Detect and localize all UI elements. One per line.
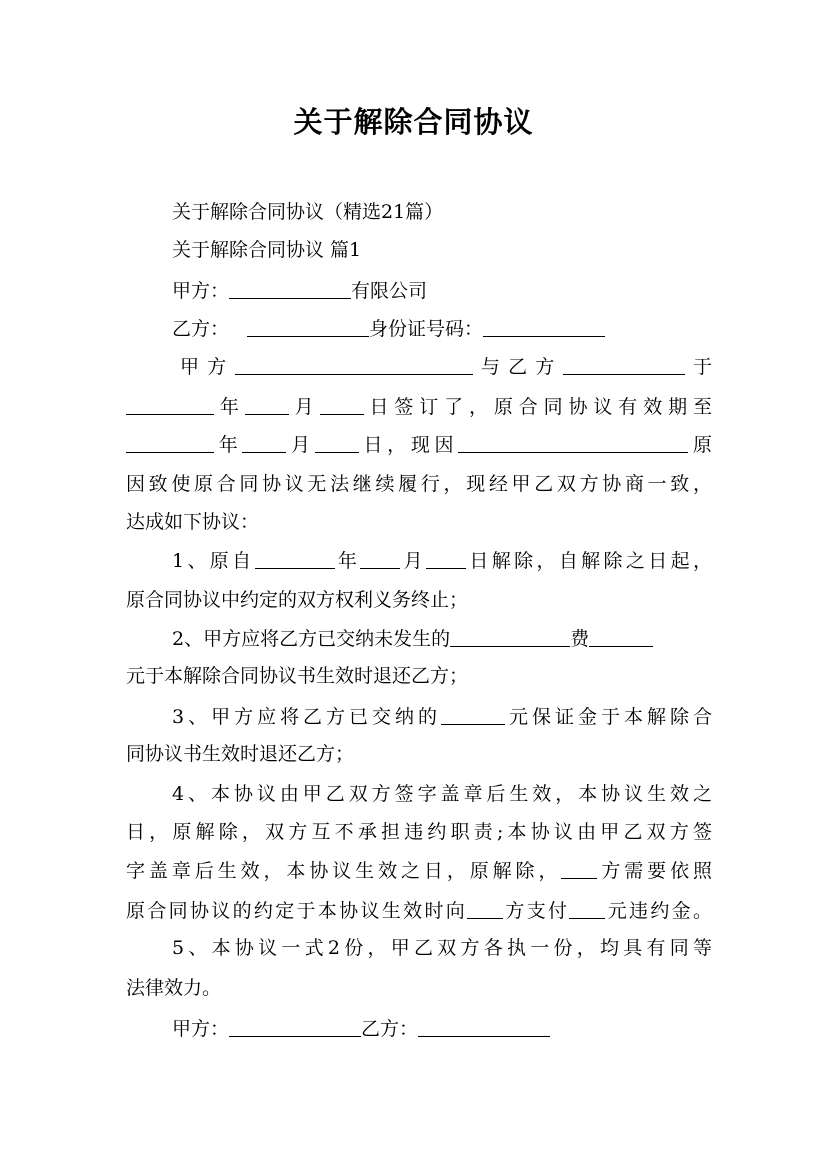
expiry-reason-label: 日，现因 xyxy=(358,434,459,456)
clause-1-year-blank[interactable] xyxy=(255,548,335,569)
clause-1-year-label: 年 xyxy=(334,550,361,572)
intro-line-4: 因致使原合同协议无法继续履行，现经甲乙双方协商一致， xyxy=(126,473,712,495)
expiry-year-blank[interactable] xyxy=(126,432,214,453)
clause-1-month-label: 月 xyxy=(400,550,427,572)
clause-2-line-2: 元于本解除合同协议书生效时退还乙方； xyxy=(126,665,469,687)
intro-party-a: 甲方 xyxy=(180,356,235,378)
intro-line-5: 达成如下协议： xyxy=(126,511,260,533)
clause-3-line-1 xyxy=(172,704,712,729)
clause-2-fee-label: 费 xyxy=(570,628,590,650)
intro-line-3 xyxy=(126,432,712,457)
intro-with-party-b: 与乙方 xyxy=(472,356,563,378)
expiry-year-label: 年 xyxy=(214,434,243,456)
sign-month-blank[interactable] xyxy=(245,394,289,415)
expiry-day-blank[interactable] xyxy=(315,432,359,453)
signature-party-b-label: 乙方： xyxy=(361,1018,419,1040)
clause-4-line-4 xyxy=(126,898,712,923)
party-b-name-blank[interactable] xyxy=(247,316,369,337)
sign-day-rest: 日签订了，原合同协议有效期至 xyxy=(363,396,712,418)
clause-4-line-1: 4、本协议由甲乙双方签字盖章后生效，本协议生效之 xyxy=(172,783,712,805)
clause-2-amount-blank[interactable] xyxy=(589,626,653,647)
party-b-label: 乙方： xyxy=(172,318,230,340)
intro-at: 于 xyxy=(684,356,712,378)
signature-party-b-blank[interactable] xyxy=(418,1016,550,1037)
clause-4-line-3-start: 字盖章后生效，本协议生效之日，原解除， xyxy=(126,860,562,882)
clause-3-line-2: 同协议书生效时退还乙方； xyxy=(126,743,355,765)
expiry-month-label: 月 xyxy=(286,434,315,456)
sign-month-label: 月 xyxy=(288,396,320,418)
clause-4-line-2: 日，原解除，双方互不承担违约职责;本协议由甲乙双方签 xyxy=(126,821,712,843)
document-subtitle: 关于解除合同协议（精选21篇） xyxy=(172,201,444,223)
intro-party-a-blank[interactable] xyxy=(235,354,473,375)
signature-party-a-blank[interactable] xyxy=(229,1016,361,1037)
reason-end: 原 xyxy=(688,434,712,456)
clause-4-party-blank-1[interactable] xyxy=(561,858,597,879)
sign-year-label: 年 xyxy=(214,396,245,418)
clause-2-item-blank[interactable] xyxy=(450,626,570,647)
party-a-label: 甲方： xyxy=(172,280,230,302)
party-a-suffix: 有限公司 xyxy=(351,280,428,302)
clause-2-line-1 xyxy=(172,626,653,651)
document-title: 关于解除合同协议 xyxy=(293,105,534,139)
clause-5-line-1: 5、本协议一式2份，甲乙双方各执一份，均具有同等 xyxy=(172,937,712,959)
signature-line xyxy=(172,1016,550,1041)
clause-4-penalty-blank[interactable] xyxy=(569,898,605,919)
party-b-id-blank[interactable] xyxy=(483,316,605,337)
sign-day-blank[interactable] xyxy=(320,394,364,415)
article-heading: 关于解除合同协议 篇1 xyxy=(172,239,362,261)
clause-5-line-2: 法律效力。 xyxy=(126,977,222,999)
clause-1-start: 1、原自 xyxy=(172,550,255,572)
clause-3-start: 3、甲方应将乙方已交纳的 xyxy=(172,706,442,728)
clause-1-line-1 xyxy=(172,548,712,573)
party-a-line xyxy=(172,278,427,303)
party-b-id-label: 身份证号码： xyxy=(369,318,484,340)
clause-4-line-4-start: 原合同协议的约定于本协议生效时向 xyxy=(126,900,468,922)
clause-4-line-4-end: 元违约金。 xyxy=(605,900,712,922)
party-a-name-blank[interactable] xyxy=(229,278,351,299)
clause-1-rest: 日解除，自解除之日起， xyxy=(466,550,712,572)
intro-line-1 xyxy=(180,354,712,379)
clause-1-day-blank[interactable] xyxy=(426,548,466,569)
clause-4-pay-label: 方支付 xyxy=(503,900,570,922)
reason-blank[interactable] xyxy=(458,432,688,453)
intro-line-2 xyxy=(126,394,712,419)
clause-3-rest: 元保证金于本解除合 xyxy=(505,706,712,728)
sign-year-blank[interactable] xyxy=(126,394,214,415)
clause-1-month-blank[interactable] xyxy=(360,548,400,569)
party-b-line xyxy=(172,316,605,341)
clause-3-amount-blank[interactable] xyxy=(441,704,505,725)
clause-2-start: 2、甲方应将乙方已交纳未发生的 xyxy=(172,628,451,650)
clause-4-line-3 xyxy=(126,858,712,883)
intro-party-b-blank[interactable] xyxy=(563,354,685,375)
expiry-month-blank[interactable] xyxy=(242,432,286,453)
clause-1-line-2: 原合同协议中约定的双方权利义务终止； xyxy=(126,589,469,611)
signature-party-a-label: 甲方： xyxy=(172,1018,230,1040)
clause-4-line-3-end: 方需要依照 xyxy=(597,860,712,882)
clause-4-party-blank-2[interactable] xyxy=(467,898,503,919)
